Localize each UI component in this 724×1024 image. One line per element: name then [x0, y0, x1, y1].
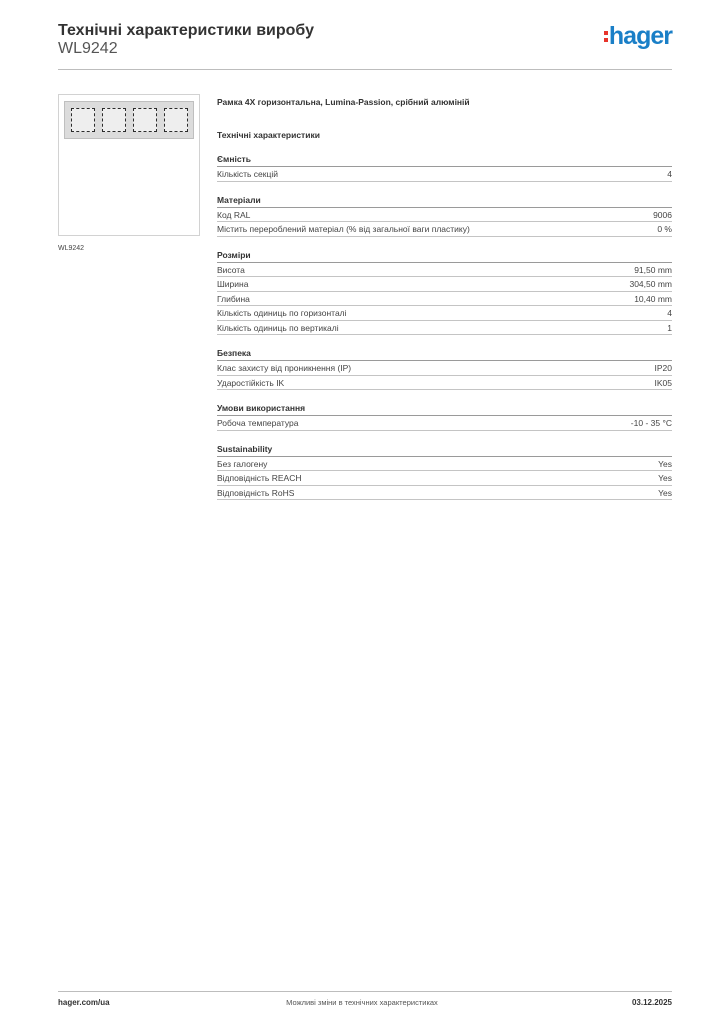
spec-value: 304,50 mm	[629, 279, 672, 289]
spec-row	[217, 457, 672, 472]
spec-label: Глибина	[217, 293, 250, 304]
spec-value: IP20	[654, 363, 672, 373]
hager-logo	[604, 24, 672, 49]
footer-note: Можливі зміни в технічних характеристиках	[286, 998, 438, 1007]
spec-group	[217, 348, 672, 390]
spec-row	[217, 167, 672, 182]
spec-row	[217, 292, 672, 307]
spec-row	[217, 361, 672, 376]
frame-slot	[71, 108, 95, 132]
page-header	[58, 22, 672, 68]
spec-label: Містить перероблений матеріал (% від загальної ваги пластику)	[217, 224, 470, 234]
spec-value: 9006	[653, 209, 672, 220]
spec-group-title: Умови використання	[217, 403, 672, 416]
spec-label: Ширина	[217, 279, 249, 289]
spec-group-title: Sustainability	[217, 444, 672, 457]
spec-value: 10,40 mm	[634, 293, 672, 304]
frame-slot	[102, 108, 126, 132]
spec-group	[217, 444, 672, 501]
spec-heading: Технічні характеристики	[217, 130, 320, 140]
frame-slot	[133, 108, 157, 132]
spec-label: Відповідність REACH	[217, 473, 302, 483]
spec-group-title: Розміри	[217, 250, 672, 263]
spec-label: Клас захисту від проникнення (IP)	[217, 363, 352, 373]
spec-value: Yes	[658, 487, 672, 498]
spec-group	[217, 250, 672, 336]
spec-group	[217, 403, 672, 431]
header-divider	[58, 69, 672, 70]
spec-row	[217, 321, 672, 336]
document-title: Технічні характеристики виробу	[58, 22, 314, 39]
spec-label: Кількість одиниць по горизонталі	[217, 308, 347, 318]
spec-value: 1	[667, 322, 672, 333]
spec-label: Висота	[217, 264, 245, 275]
product-image-caption: WL9242	[58, 245, 85, 252]
spec-value: -10 - 35 °C	[630, 418, 672, 428]
spec-label: Кількість секцій	[217, 169, 278, 179]
spec-value: 91,50 mm	[634, 264, 672, 275]
spec-label: Відповідність RoHS	[217, 487, 295, 498]
footer-date: 03.12.2025	[631, 998, 672, 1007]
spec-row	[217, 471, 672, 486]
spec-value: Yes	[658, 458, 672, 469]
spec-value: 0 %	[657, 224, 672, 234]
spec-row	[217, 222, 672, 237]
spec-group-title: Ємність	[217, 154, 672, 167]
spec-row	[217, 376, 672, 391]
spec-value: IK05	[654, 377, 672, 388]
frame-slot	[164, 108, 188, 132]
spec-group-title: Матеріали	[217, 195, 672, 208]
spec-label: Ударостійкість IK	[217, 377, 285, 388]
document-subtitle: WL9242	[58, 40, 118, 57]
spec-label: Без галогену	[217, 458, 268, 469]
spec-row	[217, 263, 672, 278]
spec-value: 4	[667, 169, 672, 179]
hager-logo-icon	[604, 31, 608, 42]
spec-row	[217, 416, 672, 431]
product-image	[58, 94, 200, 236]
spec-groups	[217, 154, 672, 500]
spec-row	[217, 306, 672, 321]
spec-label: Код RAL	[217, 209, 251, 220]
spec-label: Робоча температура	[217, 418, 299, 428]
spec-label: Кількість одиниць по вертикалі	[217, 322, 339, 333]
spec-group-title: Безпека	[217, 348, 672, 361]
spec-value: 4	[667, 308, 672, 318]
footer-divider	[58, 991, 672, 992]
spec-section	[217, 97, 672, 500]
spec-row	[217, 277, 672, 292]
spec-group	[217, 154, 672, 182]
spec-group	[217, 195, 672, 237]
spec-value: Yes	[658, 473, 672, 483]
product-name: Рамка 4X горизонтальна, Lumina-Passion, срібний алюміній	[217, 97, 470, 107]
spec-row	[217, 486, 672, 501]
frame-4x-icon	[64, 101, 194, 139]
footer-website: hager.com/ua	[58, 998, 110, 1007]
logo-text: hager	[608, 22, 672, 50]
spec-row	[217, 208, 672, 223]
